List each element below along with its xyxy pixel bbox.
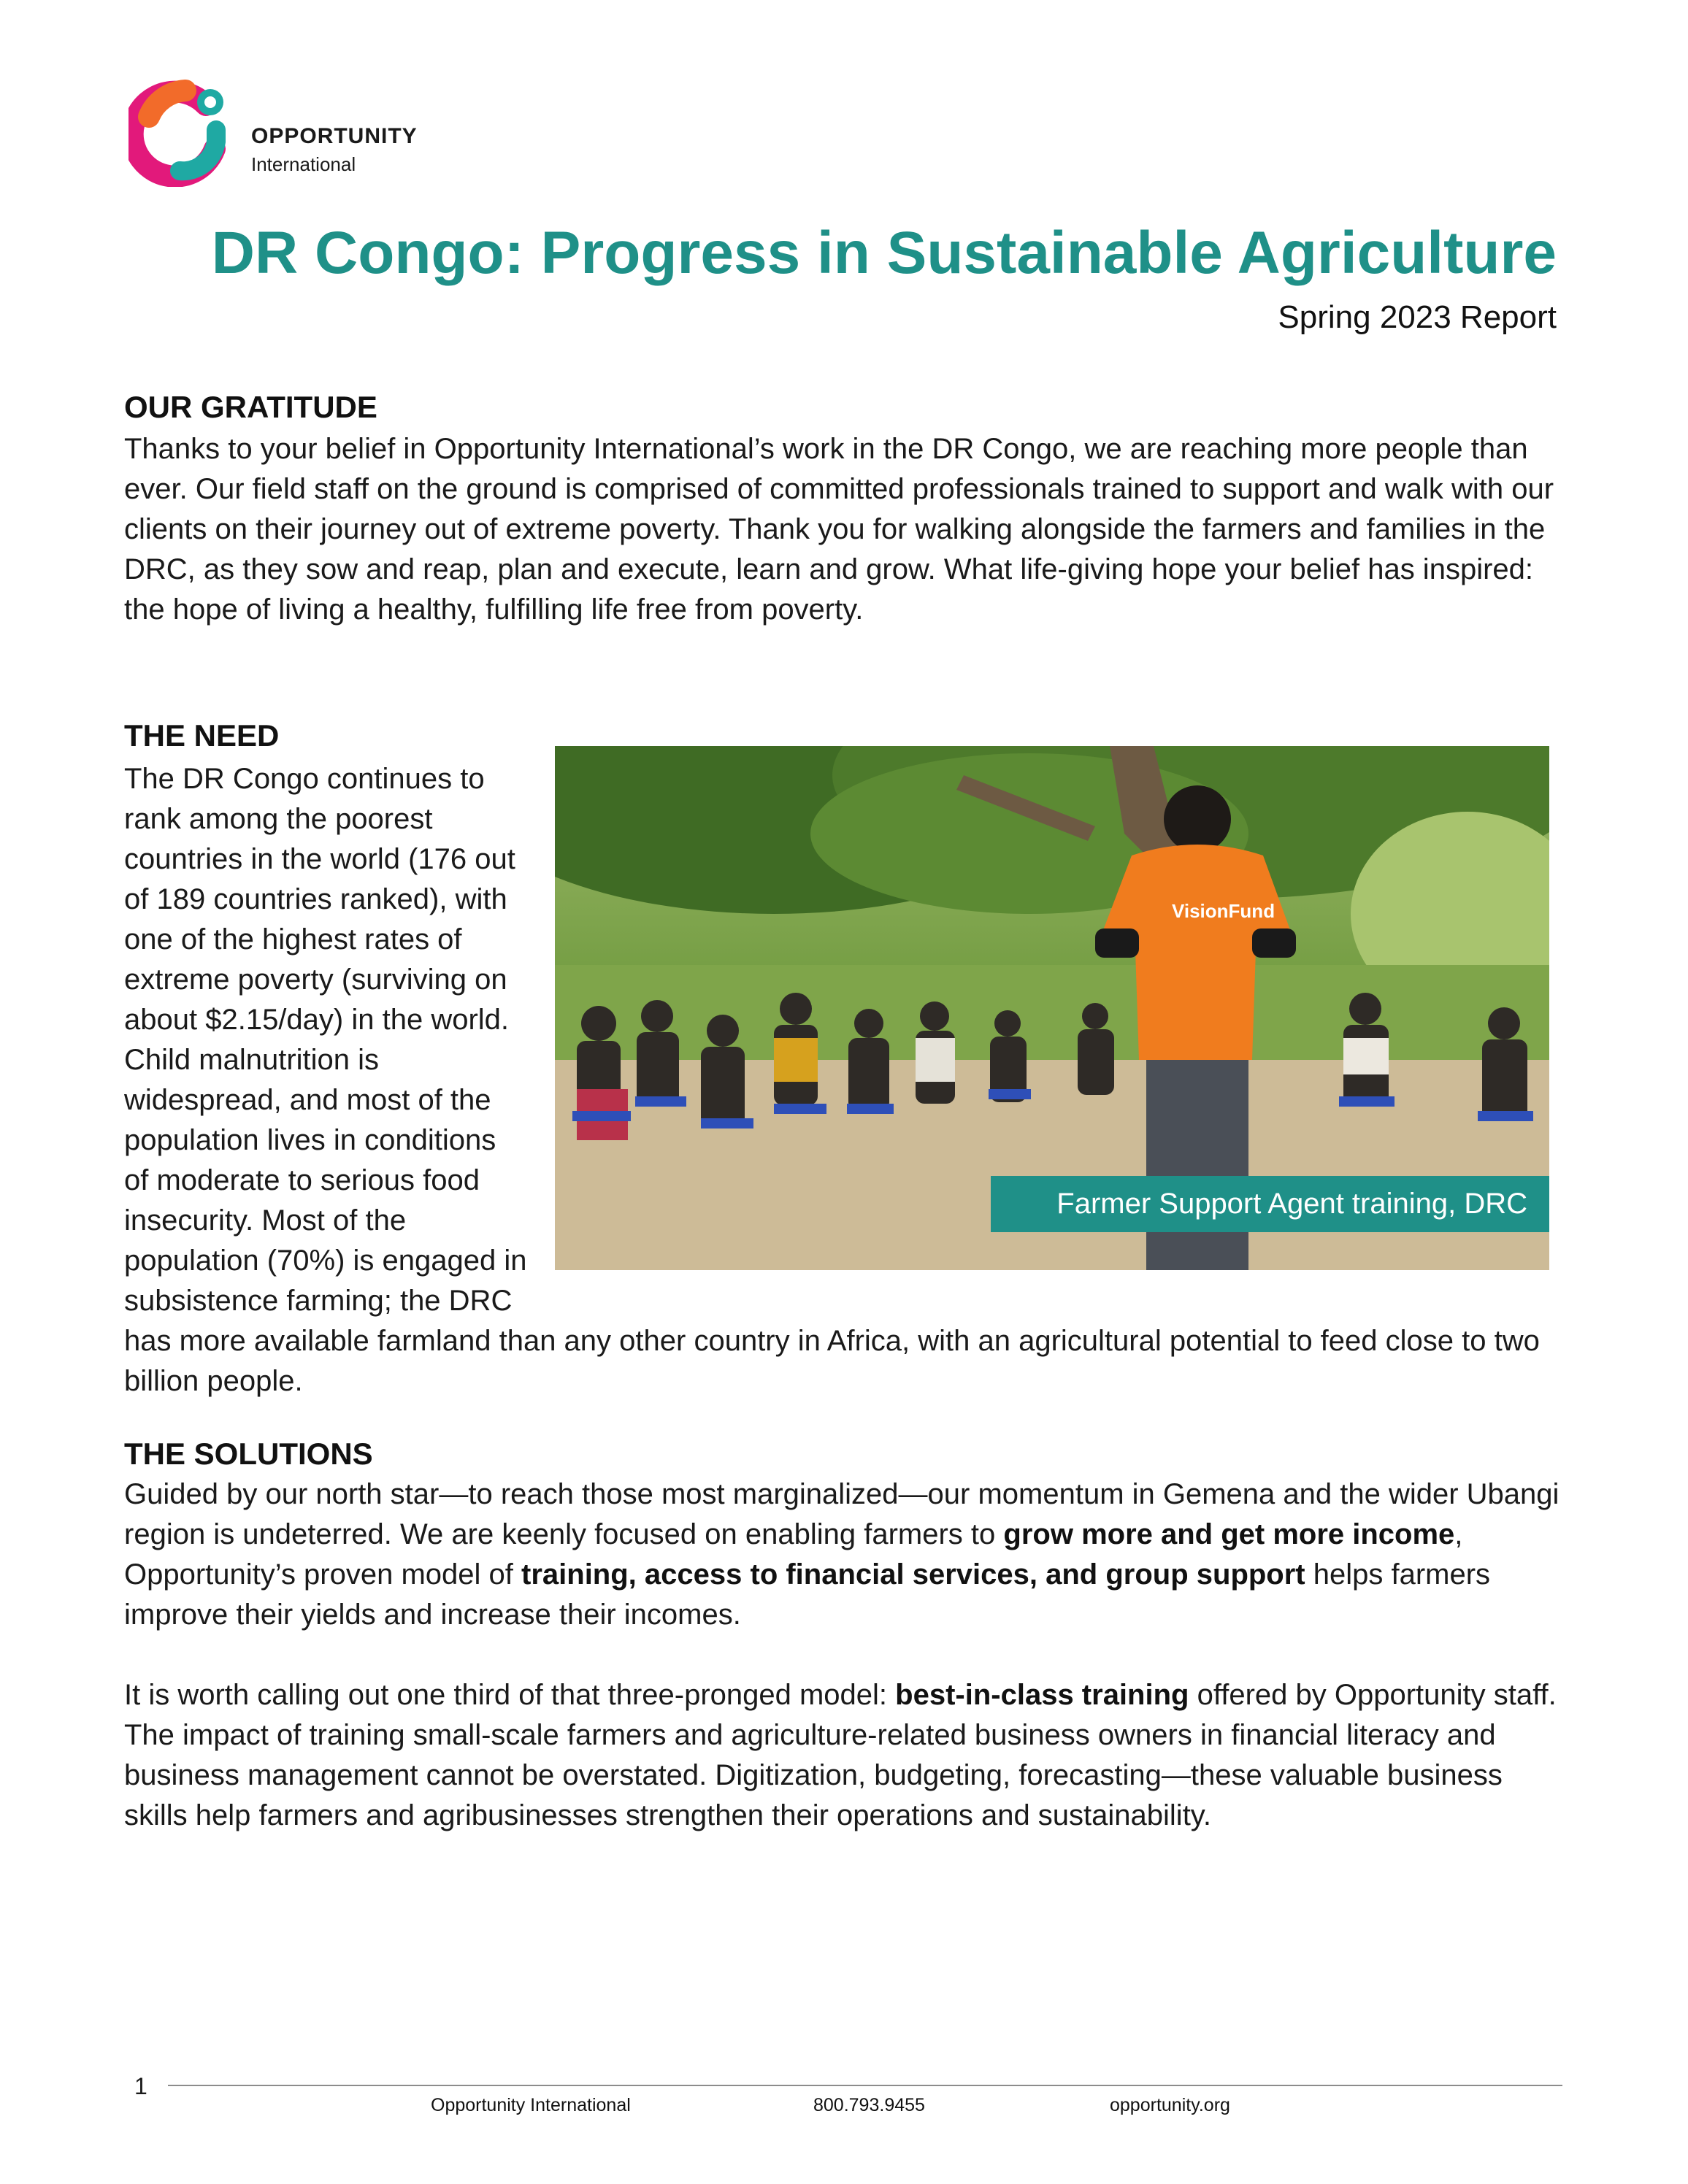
page-subtitle: Spring 2023 Report xyxy=(1278,299,1557,335)
org-logo xyxy=(128,74,464,191)
footer-org: Opportunity International xyxy=(431,2095,631,2115)
footer-divider xyxy=(168,2085,1562,2086)
page-title: DR Congo: Progress in Sustainable Agriculture xyxy=(211,220,1557,286)
solutions-p2-emphasis: best-in-class training xyxy=(895,1679,1189,1711)
page-number: 1 xyxy=(134,2073,147,2099)
solutions-paragraph-1 xyxy=(124,1474,1570,1635)
training-photo xyxy=(555,746,1549,1270)
solutions-p1-emphasis-1: grow more and get more income xyxy=(1003,1518,1455,1550)
need-heading: THE NEED xyxy=(124,718,280,753)
solutions-p2-text-a: It is worth calling out one third of that three-pronged model: xyxy=(124,1679,896,1711)
solutions-p1-emphasis-2: training, access to financial services, and group support xyxy=(521,1558,1305,1591)
photo-caption: Farmer Support Agent training, DRC xyxy=(991,1176,1549,1232)
opportunity-logo-icon xyxy=(128,79,237,187)
footer-phone: 800.793.9455 xyxy=(813,2095,925,2115)
need-body-text: The DR Congo continues to rank among the poorest countries in the world (176 out of 189 countries ranked), with one of the highest rates of extreme poverty (surviving on about $2.15/day) in the world. Child malnutrition is widespread, and most of the population lives in conditions of moderate to serious food insecurity. Most of the population (70%) is engaged in subsistence farming; the DRC has more available farmland than any other country in Africa, with an agricultural potential to feed close to two billion people. xyxy=(124,763,1540,1397)
logo-name: OPPORTUNITY xyxy=(251,124,418,148)
svg-text:VisionFund: VisionFund xyxy=(1172,900,1275,922)
gratitude-heading: OUR GRATITUDE xyxy=(124,390,377,424)
gratitude-body: Thanks to your belief in Opportunity International’s work in the DR Congo, we are reaching more people than ever. Our field staff on the ground is comprised of committed professionals trained to support and walk with our clients on their journey out of extreme poverty. Thank you for walking alongside the farmers and families in the DRC, as they sow and reap, plan and execute, learn and grow. What life-giving hope your belief has inspired: the hope of living a healthy, fulfilling life free from poverty. xyxy=(124,433,1554,626)
solutions-p1-text-e: helps farmers improve their yields and increase their incomes. xyxy=(124,1558,1491,1631)
solutions-p2-text-c: offered by Opportunity staff. The impact of training small-scale farmers and agriculture-related business owners in financial literacy and business management cannot be overstated. Digitization, budgeting, forecasting—these valuable business skills help farmers and agribusinesses strengthen their operations and sustainability. xyxy=(124,1679,1557,1831)
solutions-p1-text-a: Guided by our north star—to reach those most marginalized—our momentum in Gemena and the wider Ubangi region is undeterred. We are keenly focused on enabling farmers to xyxy=(124,1478,1560,1550)
solutions-p1-text-c: , Opportunity’s proven model of xyxy=(124,1518,1463,1591)
footer-website: opportunity.org xyxy=(1110,2095,1230,2115)
logo-subname: International xyxy=(251,153,356,175)
solutions-heading: THE SOLUTIONS xyxy=(124,1437,373,1471)
solutions-paragraph-2 xyxy=(124,1675,1570,1836)
